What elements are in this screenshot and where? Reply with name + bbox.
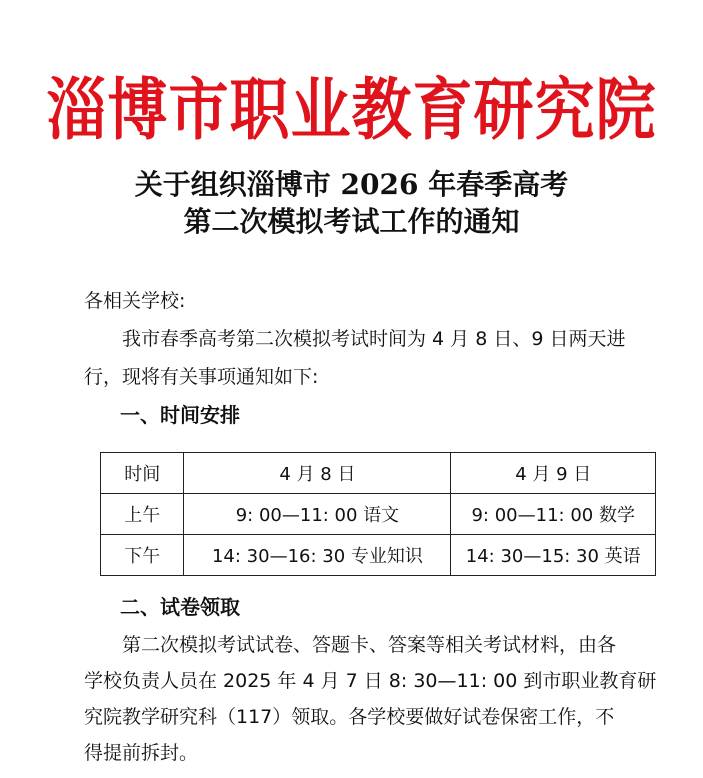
table-cell: 14: 30—16: 30 专业知识 (184, 535, 451, 576)
table-cell: 上午 (101, 494, 184, 535)
document-title-line-2: 第二次模拟考试工作的通知 (183, 205, 520, 238)
section-2-line-2: 学校负责人员在 2025 年 4 月 7 日 8: 30—11: 00 到市职业教育研 (84, 670, 657, 692)
table-header-cell: 4 月 8 日 (184, 453, 451, 494)
table-row (101, 535, 656, 576)
organization-header: 淄博市职业教育研究院 (46, 71, 657, 150)
intro-line-1: 我市春季高考第二次模拟考试时间为 4 月 8 日、9 日两天进 (122, 328, 626, 350)
section-2-heading: 二、试卷领取 (120, 595, 240, 619)
salutation: 各相关学校: (84, 290, 186, 312)
schedule-table (100, 452, 656, 576)
document-title-line-1: 关于组织淄博市 2026 年春季高考 (134, 168, 569, 201)
section-2-line-3: 究院教学研究科（117）领取。各学校要做好试卷保密工作，不 (84, 706, 615, 728)
table-header-cell: 时间 (101, 453, 184, 494)
section-2-line-4: 得提前拆封。 (84, 742, 199, 764)
table-cell: 14: 30—15: 30 英语 (451, 535, 656, 576)
table-header-cell: 4 月 9 日 (451, 453, 656, 494)
table-cell: 9: 00—11: 00 数学 (451, 494, 656, 535)
table-header-row (101, 453, 656, 494)
section-2-line-1: 第二次模拟考试试卷、答题卡、答案等相关考试材料，由各 (122, 634, 617, 656)
intro-line-2: 行，现将有关事项通知如下: (84, 366, 319, 388)
table-row (101, 494, 656, 535)
section-1-heading: 一、时间安排 (120, 403, 240, 427)
table-cell: 9: 00—11: 00 语文 (184, 494, 451, 535)
table-cell: 下午 (101, 535, 184, 576)
